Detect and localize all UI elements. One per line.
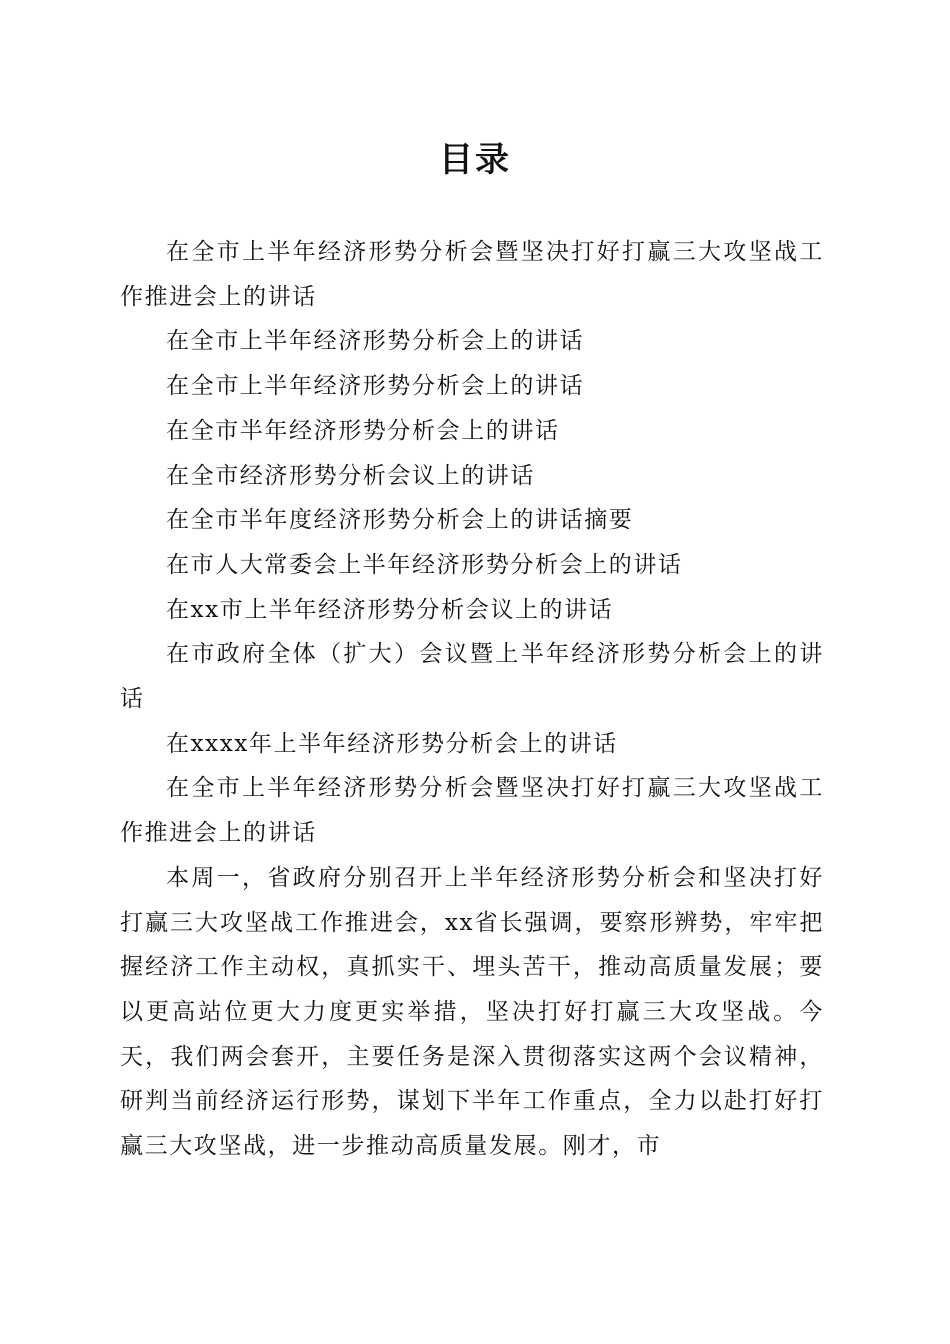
toc-entry: 在市政府全体（扩大）会议暨上半年经济形势分析会上的讲话 xyxy=(120,641,824,713)
toc-entry: 在全市半年经济形势分析会上的讲话 xyxy=(166,417,560,444)
toc-entry: 在xx市上半年经济形势分析会议上的讲话 xyxy=(166,596,614,623)
toc-entry: 在市人大常委会上半年经济形势分析会上的讲话 xyxy=(166,551,683,578)
toc-entry: 在全市上半年经济形势分析会上的讲话 xyxy=(166,328,585,355)
page-title: 目录 xyxy=(439,140,511,180)
toc-entry: 在xxxx年上半年经济形势分析会上的讲话 xyxy=(166,730,618,757)
section-heading: 在全市上半年经济形势分析会暨坚决打好打赢三大攻坚战工作推进会上的讲话 xyxy=(120,775,824,847)
toc-entry: 在全市上半年经济形势分析会暨坚决打好打赢三大攻坚战工作推进会上的讲话 xyxy=(120,239,824,310)
document-body xyxy=(120,230,824,1169)
toc-entry: 在全市半年度经济形势分析会上的讲话摘要 xyxy=(166,507,634,534)
toc-entry: 在全市上半年经济形势分析会上的讲话 xyxy=(166,373,585,400)
body-paragraph: 本周一，省政府分别召开上半年经济形势分析会和坚决打好打赢三大攻坚战工作推进会，xx省长强调，要察形辨势，牢牢把握经济工作主动权，真抓实干、埋头苦干，推动高质量发展；要以更高站位更大力度更实举措，坚决打好打赢三大攻坚战。今天，我们两会套开，主要任务是深入贯彻落实这两个会议精神，研判当前经济运行形势，谋划下半年工作重点，全力以赴打好打赢三大攻坚战，进一步推动高质量发展。刚才，市 xyxy=(120,864,824,1160)
toc-entry: 在全市经济形势分析会议上的讲话 xyxy=(166,462,535,489)
